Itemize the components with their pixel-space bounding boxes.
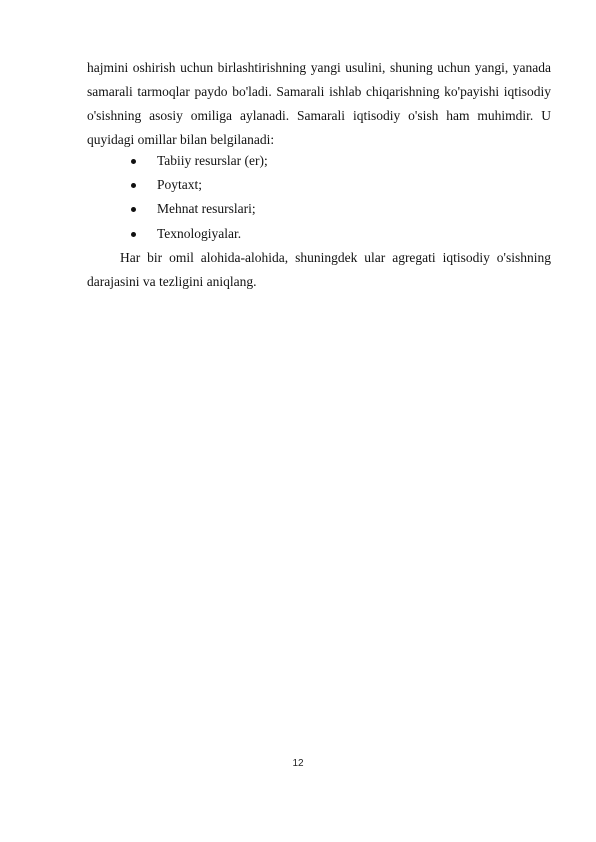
bullet-icon bbox=[131, 159, 136, 164]
list-item bbox=[128, 174, 268, 198]
list-item bbox=[128, 198, 268, 222]
list-item-label: Texnologiyalar. bbox=[157, 225, 242, 241]
factors-list bbox=[128, 150, 268, 247]
paragraph-conclusion: Har bir omil alohida-alohida, shuningdek ular agregati iqtisodiy o'sishning darajasini va tezligini aniqlang. bbox=[87, 250, 551, 289]
list-item bbox=[128, 150, 268, 174]
page-number: 12 bbox=[292, 758, 304, 769]
list-item bbox=[128, 223, 268, 247]
list-item-label: Poytaxt; bbox=[157, 177, 203, 193]
list-item-label: Tabiiy resurslar (er); bbox=[157, 153, 268, 168]
list-item-label: Mehnat resurslari; bbox=[157, 201, 256, 217]
bullet-icon bbox=[131, 183, 136, 188]
bullet-icon bbox=[131, 232, 136, 237]
paragraph-intro: hajmini oshirish uchun birlashtirishning yangi usulini, shuning uchun yangi, yanada samarali tarmoqlar paydo bo'ladi. Samarali ishlab chiqarishning ko'payishi iqtisodiy o'sishning asosiy omiliga aylanadi. Samarali iqtisodiy o'sish ham muhimdir. U quyidagi omillar bilan belgilanadi: bbox=[87, 60, 551, 147]
bullet-icon bbox=[131, 207, 136, 212]
